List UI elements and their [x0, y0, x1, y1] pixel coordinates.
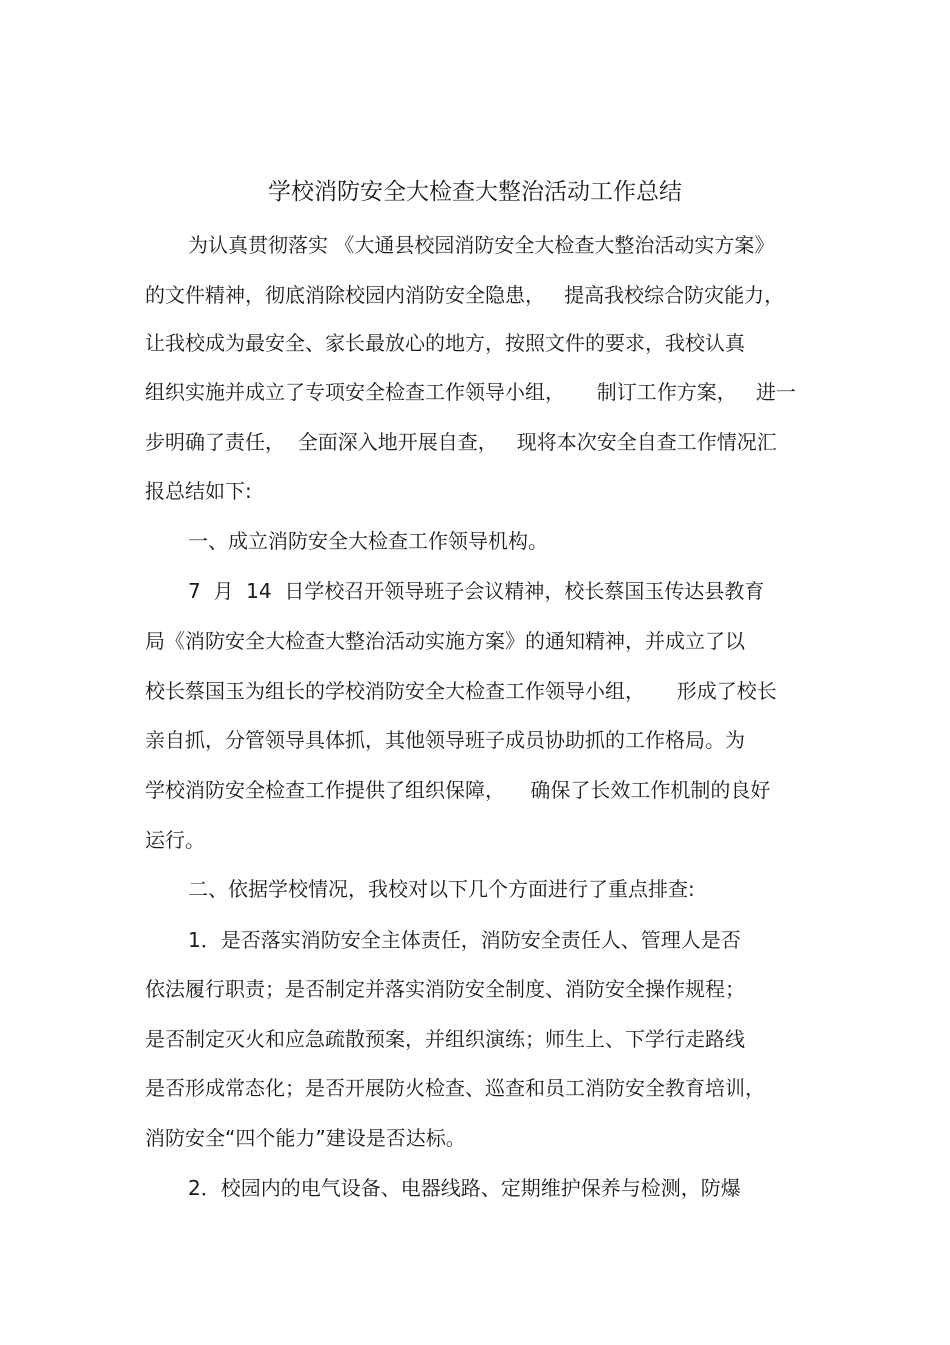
paragraph-line: 局《消防安全大检查大整治活动实施方案》的通知精神，并成立了以 — [145, 629, 745, 653]
section-heading: 二、依据学校情况，我校对以下几个方面进行了重点排查: — [188, 877, 695, 901]
paragraph-line: 是否制定灭火和应急疏散预案，并组织演练；师生上、下学行走路线 — [145, 1027, 745, 1051]
paragraph-line: 运行。 — [145, 828, 205, 852]
paragraph-line: 步明确了责任， 全面深入地开展自查， 现将本次安全自查工作情况汇 — [145, 430, 777, 454]
paragraph-line: 的文件精神，彻底消除校园内消防安全隐患， 提高我校综合防灾能力， — [145, 283, 785, 307]
document-title: 学校消防安全大检查大整治活动工作总结 — [268, 179, 682, 205]
paragraph-line: 为认真贯彻落实 《大通县校园消防安全大检查大整治活动实方案》 — [188, 233, 775, 257]
paragraph-line: 2．校园内的电气设备、电器线路、定期维护保养与检测，防爆 — [188, 1176, 741, 1200]
section-heading: 一、成立消防安全大检查工作领导机构。 — [188, 529, 548, 553]
paragraph-line: 亲自抓，分管领导具体抓，其他领导班子成员协助抓的工作格局。为 — [145, 728, 745, 752]
paragraph-line: 1．是否落实消防安全主体责任，消防安全责任人、管理人是否 — [188, 928, 741, 952]
paragraph-line: 让我校成为最安全、家长最放心的地方，按照文件的要求，我校认真 — [145, 331, 745, 355]
paragraph-line: 校长蔡国玉为组长的学校消防安全大检查工作领导小组， 形成了校长 — [145, 679, 777, 703]
paragraph-line: 组织实施并成立了专项安全检查工作领导小组， 制订工作方案， 进一 — [145, 380, 796, 404]
paragraph-line: 学校消防安全检查工作提供了组织保障， 确保了长效工作机制的良好 — [145, 778, 771, 802]
paragraph-line: 7 月 14 日学校召开领导班子会议精神，校长蔡国玉传达县教育 — [188, 579, 765, 603]
paragraph-line: 是否形成常态化；是否开展防火检查、巡查和员工消防安全教育培训， — [145, 1076, 765, 1100]
paragraph-line: 报总结如下: — [145, 479, 252, 503]
paragraph-line: 消防安全“四个能力”建设是否达标。 — [145, 1126, 466, 1150]
paragraph-line: 依法履行职责；是否制定并落实消防安全制度、消防安全操作规程； — [145, 977, 745, 1001]
